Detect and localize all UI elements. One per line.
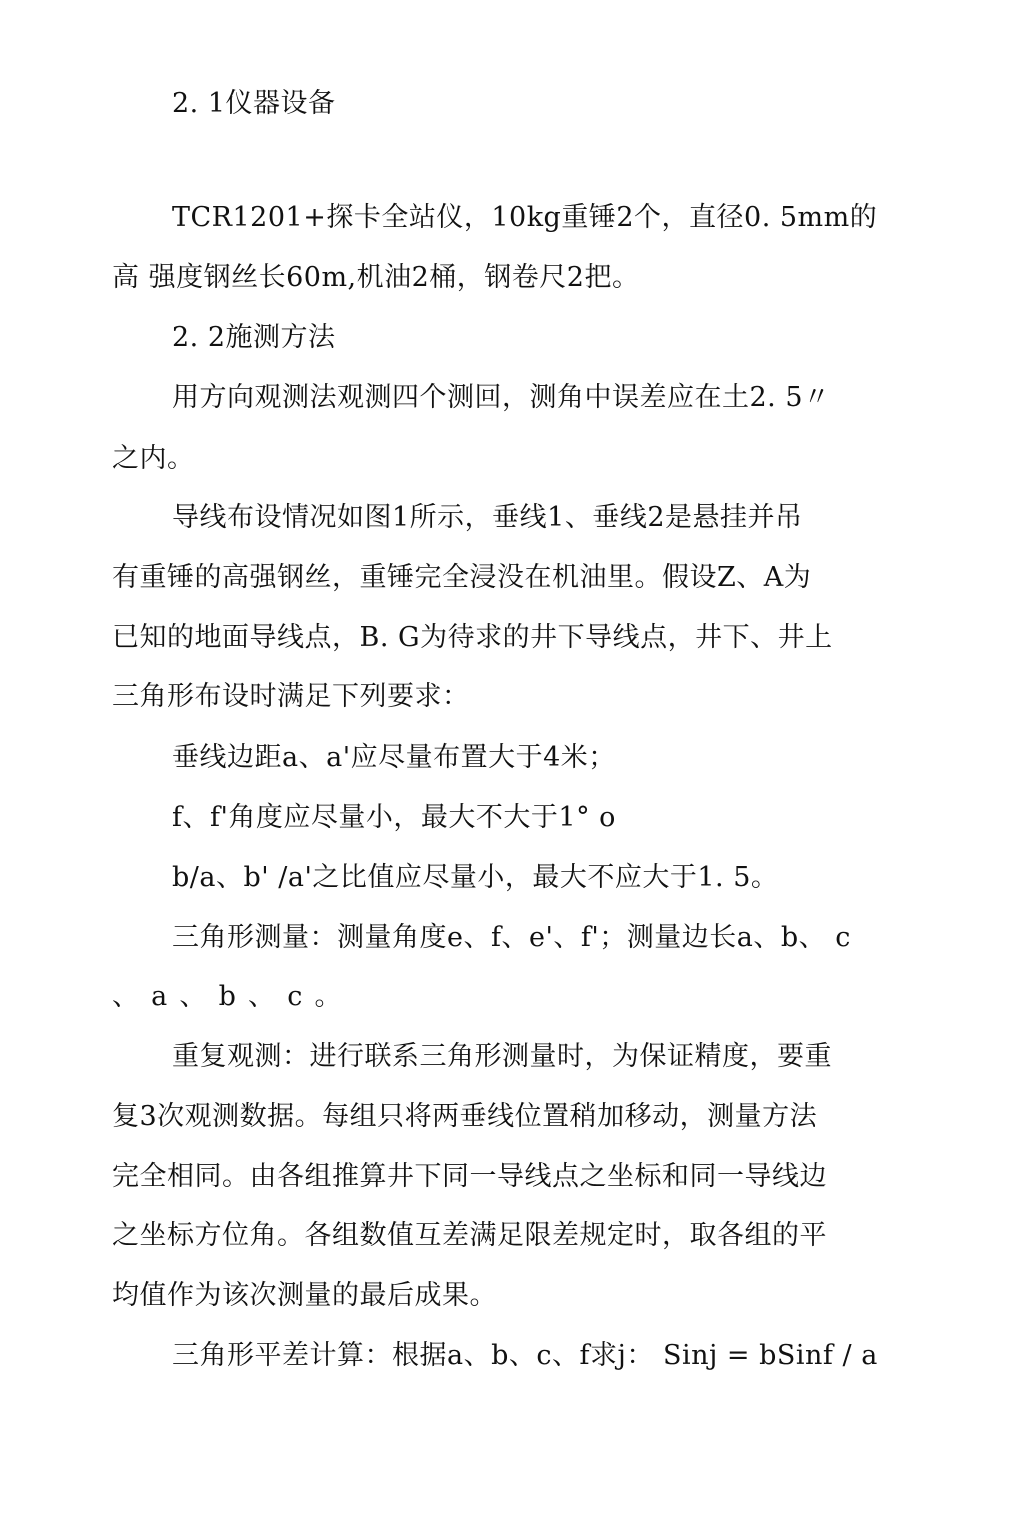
layout-line-3: 已知的地面导线点，B. G为待求的井下导线点，井下、井上 [112, 622, 833, 653]
side-label: b [218, 981, 237, 1012]
requirement-item: f、f'角度应尽量小，最大不大于1° o [172, 802, 616, 833]
repeat-obs-line-5: 均值作为该次测量的最后成果。 [112, 1280, 497, 1311]
repeat-obs-line-3: 完全相同。由各组推算井下同一导线点之坐标和同一导线边 [112, 1161, 827, 1192]
side-label: c [287, 981, 303, 1012]
side-label: a [151, 981, 168, 1012]
method-line-2: 之内。 [112, 443, 195, 474]
adjustment-line-1: 三角形平差计算：根据a、b、c、f求j： Sinj = bSinf / a [172, 1340, 878, 1371]
punct: 、 [248, 981, 276, 1012]
equipment-line-2: 高 强度钢丝长60m,机油2桶，钢卷尺2把。 [112, 262, 640, 293]
requirement-item: b/a、b' /a'之比值应尽量小，最大不应大于1. 5。 [172, 862, 779, 893]
repeat-obs-line-4: 之坐标方位角。各组数值互差满足限差规定时，取各组的平 [112, 1220, 827, 1251]
repeat-obs-line-2: 复3次观测数据。每组只将两垂线位置稍加移动，测量方法 [112, 1101, 818, 1132]
method-line-1: 用方向观测法观测四个测回，测角中误差应在土2. 5〃 [172, 382, 831, 413]
punct: 。 [314, 981, 342, 1012]
punct: 、 [112, 981, 140, 1012]
requirement-item: 垂线边距a、a'应尽量布置大于4米； [172, 742, 616, 773]
layout-line-2: 有重锤的高强钢丝，重锤完全浸没在机油里。假设Z、A为 [112, 562, 812, 593]
equipment-line-1: TCR1201+探卡全站仪，10kg重锤2个，直径0. 5mm的 [172, 202, 878, 233]
repeat-obs-line-1: 重复观测：进行联系三角形测量时，为保证精度，要重 [172, 1041, 832, 1072]
layout-line-4: 三角形布设时满足下列要求： [112, 681, 470, 712]
punct: 、 [179, 981, 207, 1012]
section-heading-method: 2. 2施测方法 [172, 322, 336, 353]
section-heading-instruments: 2. 1仪器设备 [172, 88, 336, 119]
triangle-measure-line-2 [112, 979, 342, 1015]
layout-line-1: 导线布设情况如图1所示，垂线1、垂线2是悬挂并吊 [172, 502, 803, 533]
triangle-measure-line-1: 三角形测量：测量角度e、f、e'、f'；测量边长a、b、 c [172, 922, 851, 953]
